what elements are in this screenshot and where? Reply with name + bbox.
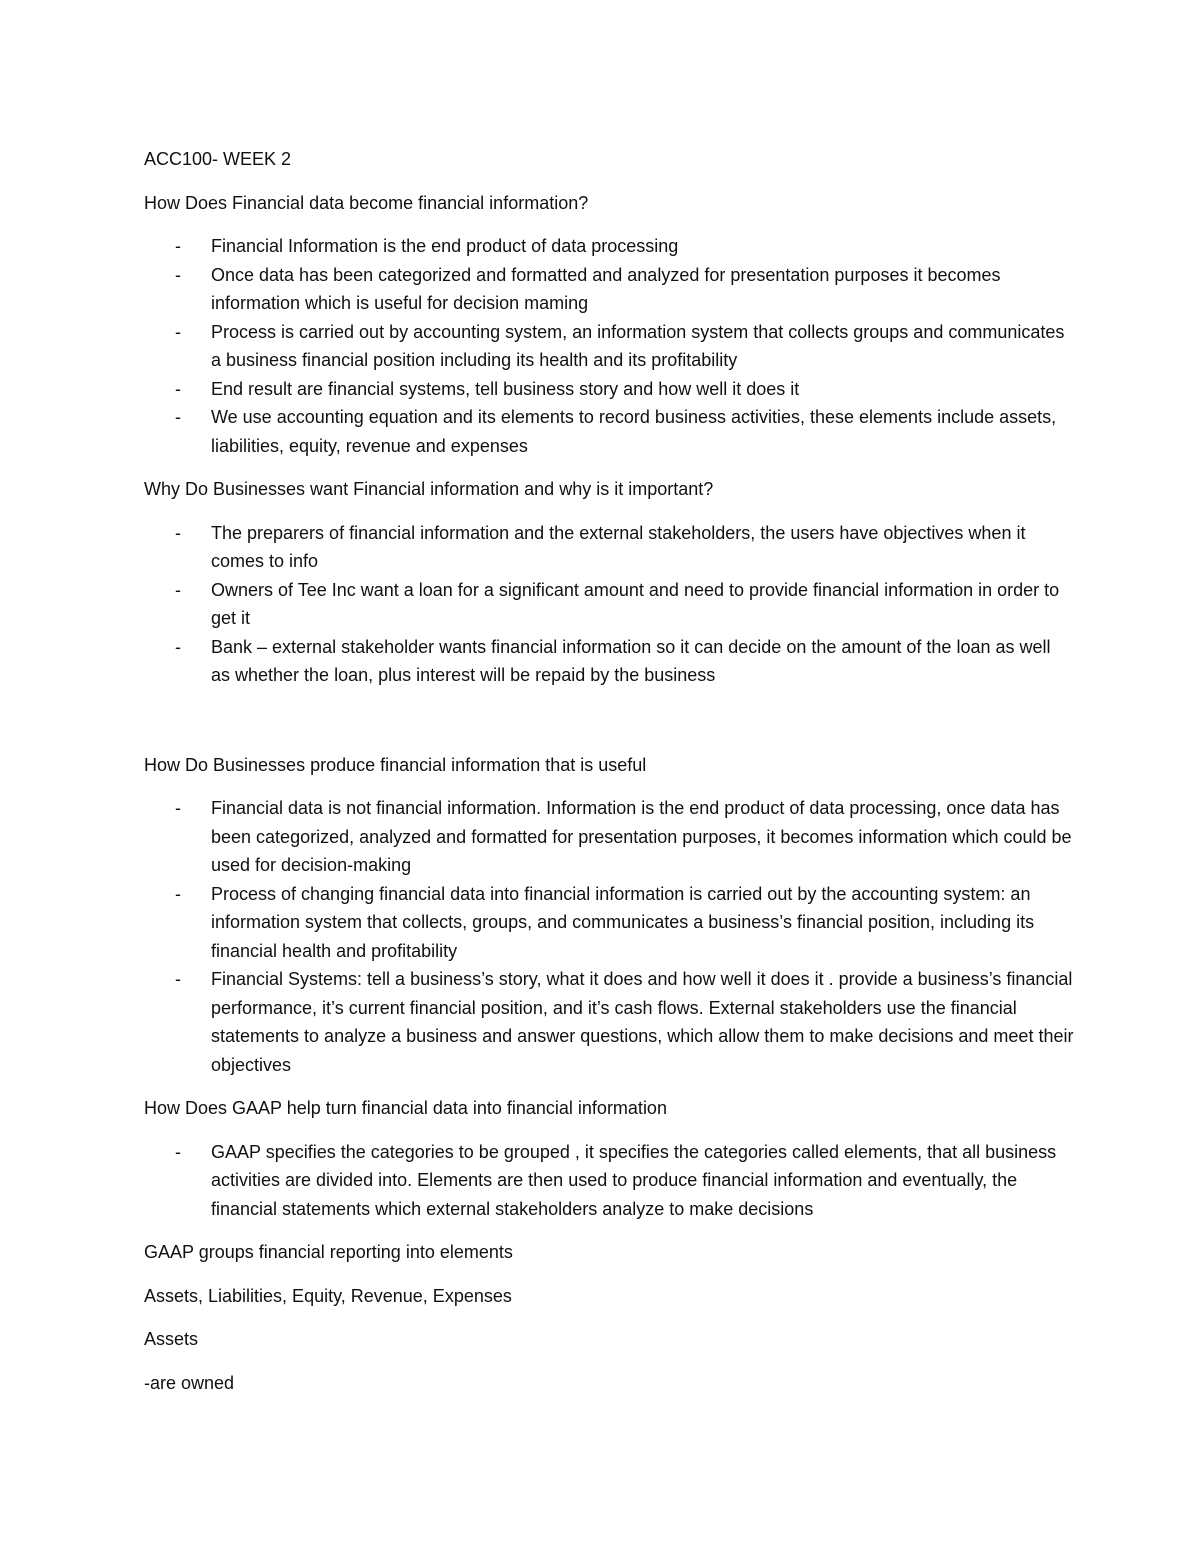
list-item-text: End result are financial systems, tell business story and how well it does it (211, 378, 800, 399)
bullet-dash: - (175, 378, 181, 399)
bullet-list (144, 232, 1074, 460)
bullet-dash: - (175, 798, 181, 818)
list-item-text: The preparers of financial information and the external stakeholders, the users have objectives when it comes to info (211, 522, 1026, 571)
list-item (144, 519, 1074, 576)
section-heading: How Do Businesses produce financial information that is useful (144, 754, 647, 775)
bullet-dash: - (175, 407, 181, 427)
list-item-text: Bank – external stakeholder wants financial information so it can decide on the amount of the loan as well as whether the loan, plus interest will be repaid by the business (211, 636, 1051, 685)
bullet-list (144, 519, 1074, 690)
section-heading: How Does GAAP help turn financial data into financial information (144, 1098, 667, 1118)
list-item (144, 1138, 1074, 1224)
list-item (144, 375, 1074, 404)
list-item (144, 880, 1074, 966)
list-item (144, 965, 1074, 1079)
list-item-text: Process is carried out by accounting system, an information system that collects groups and communicates a business financial position including its health and its profitability (211, 321, 1065, 370)
list-item-text: Process of changing financial data into financial information is carried out by the accounting system: an information system that collects, groups, and communicates a business’s financial position, including its financial health and profitability (211, 883, 1035, 961)
list-item-text: Financial data is not financial information. Information is the end product of data processing, once data has been categorized, analyzed and formatted for presentation purposes, it becomes information which could be used for decision-making (211, 798, 1072, 875)
bullet-dash: - (175, 236, 181, 256)
bullet-list (144, 1138, 1074, 1224)
list-item-text: GAAP specifies the categories to be grouped , it specifies the categories called elements, that all business activities are divided into. Elements are then used to produce financial information and eventually, the financial statements which external stakeholders analyze to make decisions (211, 1141, 1057, 1219)
bullet-dash: - (175, 522, 181, 543)
section-heading: How Does Financial data become financial information? (144, 192, 589, 213)
body-paragraph: Assets, Liabilities, Equity, Revenue, Expenses (144, 1285, 512, 1306)
list-item (144, 633, 1074, 690)
blank-line (144, 705, 1074, 751)
list-item (144, 261, 1074, 318)
list-item (144, 403, 1074, 460)
body-paragraph: GAAP groups financial reporting into elements (144, 1242, 513, 1262)
bullet-dash: - (175, 579, 181, 600)
bullet-dash: - (175, 1141, 181, 1162)
list-item (144, 794, 1074, 880)
document-title: ACC100- WEEK 2 (144, 149, 292, 169)
bullet-dash: - (175, 636, 181, 657)
list-item-text: Once data has been categorized and formatted and analyzed for presentation purposes it becomes information which is useful for decision maming (211, 264, 1001, 313)
document-body (144, 145, 1074, 1412)
body-paragraph: -are owned (144, 1372, 235, 1393)
bullet-list (144, 794, 1074, 1079)
bullet-dash: - (175, 969, 181, 989)
list-item (144, 232, 1074, 261)
list-item-text: Financial Information is the end product of data processing (211, 236, 679, 256)
bullet-dash: - (175, 883, 181, 904)
bullet-dash: - (175, 264, 181, 285)
list-item-text: Financial Systems: tell a business’s story, what it does and how well it does it . provide a business’s financial performance, it’s current financial position, and it’s cash flows. External stakeholders use the financial statements to analyze a business and answer questions, which allow them to make decisions and meet their objectives (211, 969, 1074, 1075)
list-item-text: Owners of Tee Inc want a loan for a significant amount and need to provide financial information in order to get it (211, 579, 1060, 628)
section-heading: Why Do Businesses want Financial information and why is it important? (144, 479, 714, 499)
list-item-text: We use accounting equation and its elements to record business activities, these elements include assets, liabilities, equity, revenue and expenses (211, 407, 1057, 456)
bullet-dash: - (175, 321, 181, 342)
list-item (144, 576, 1074, 633)
list-item (144, 318, 1074, 375)
body-paragraph: Assets (144, 1329, 199, 1349)
